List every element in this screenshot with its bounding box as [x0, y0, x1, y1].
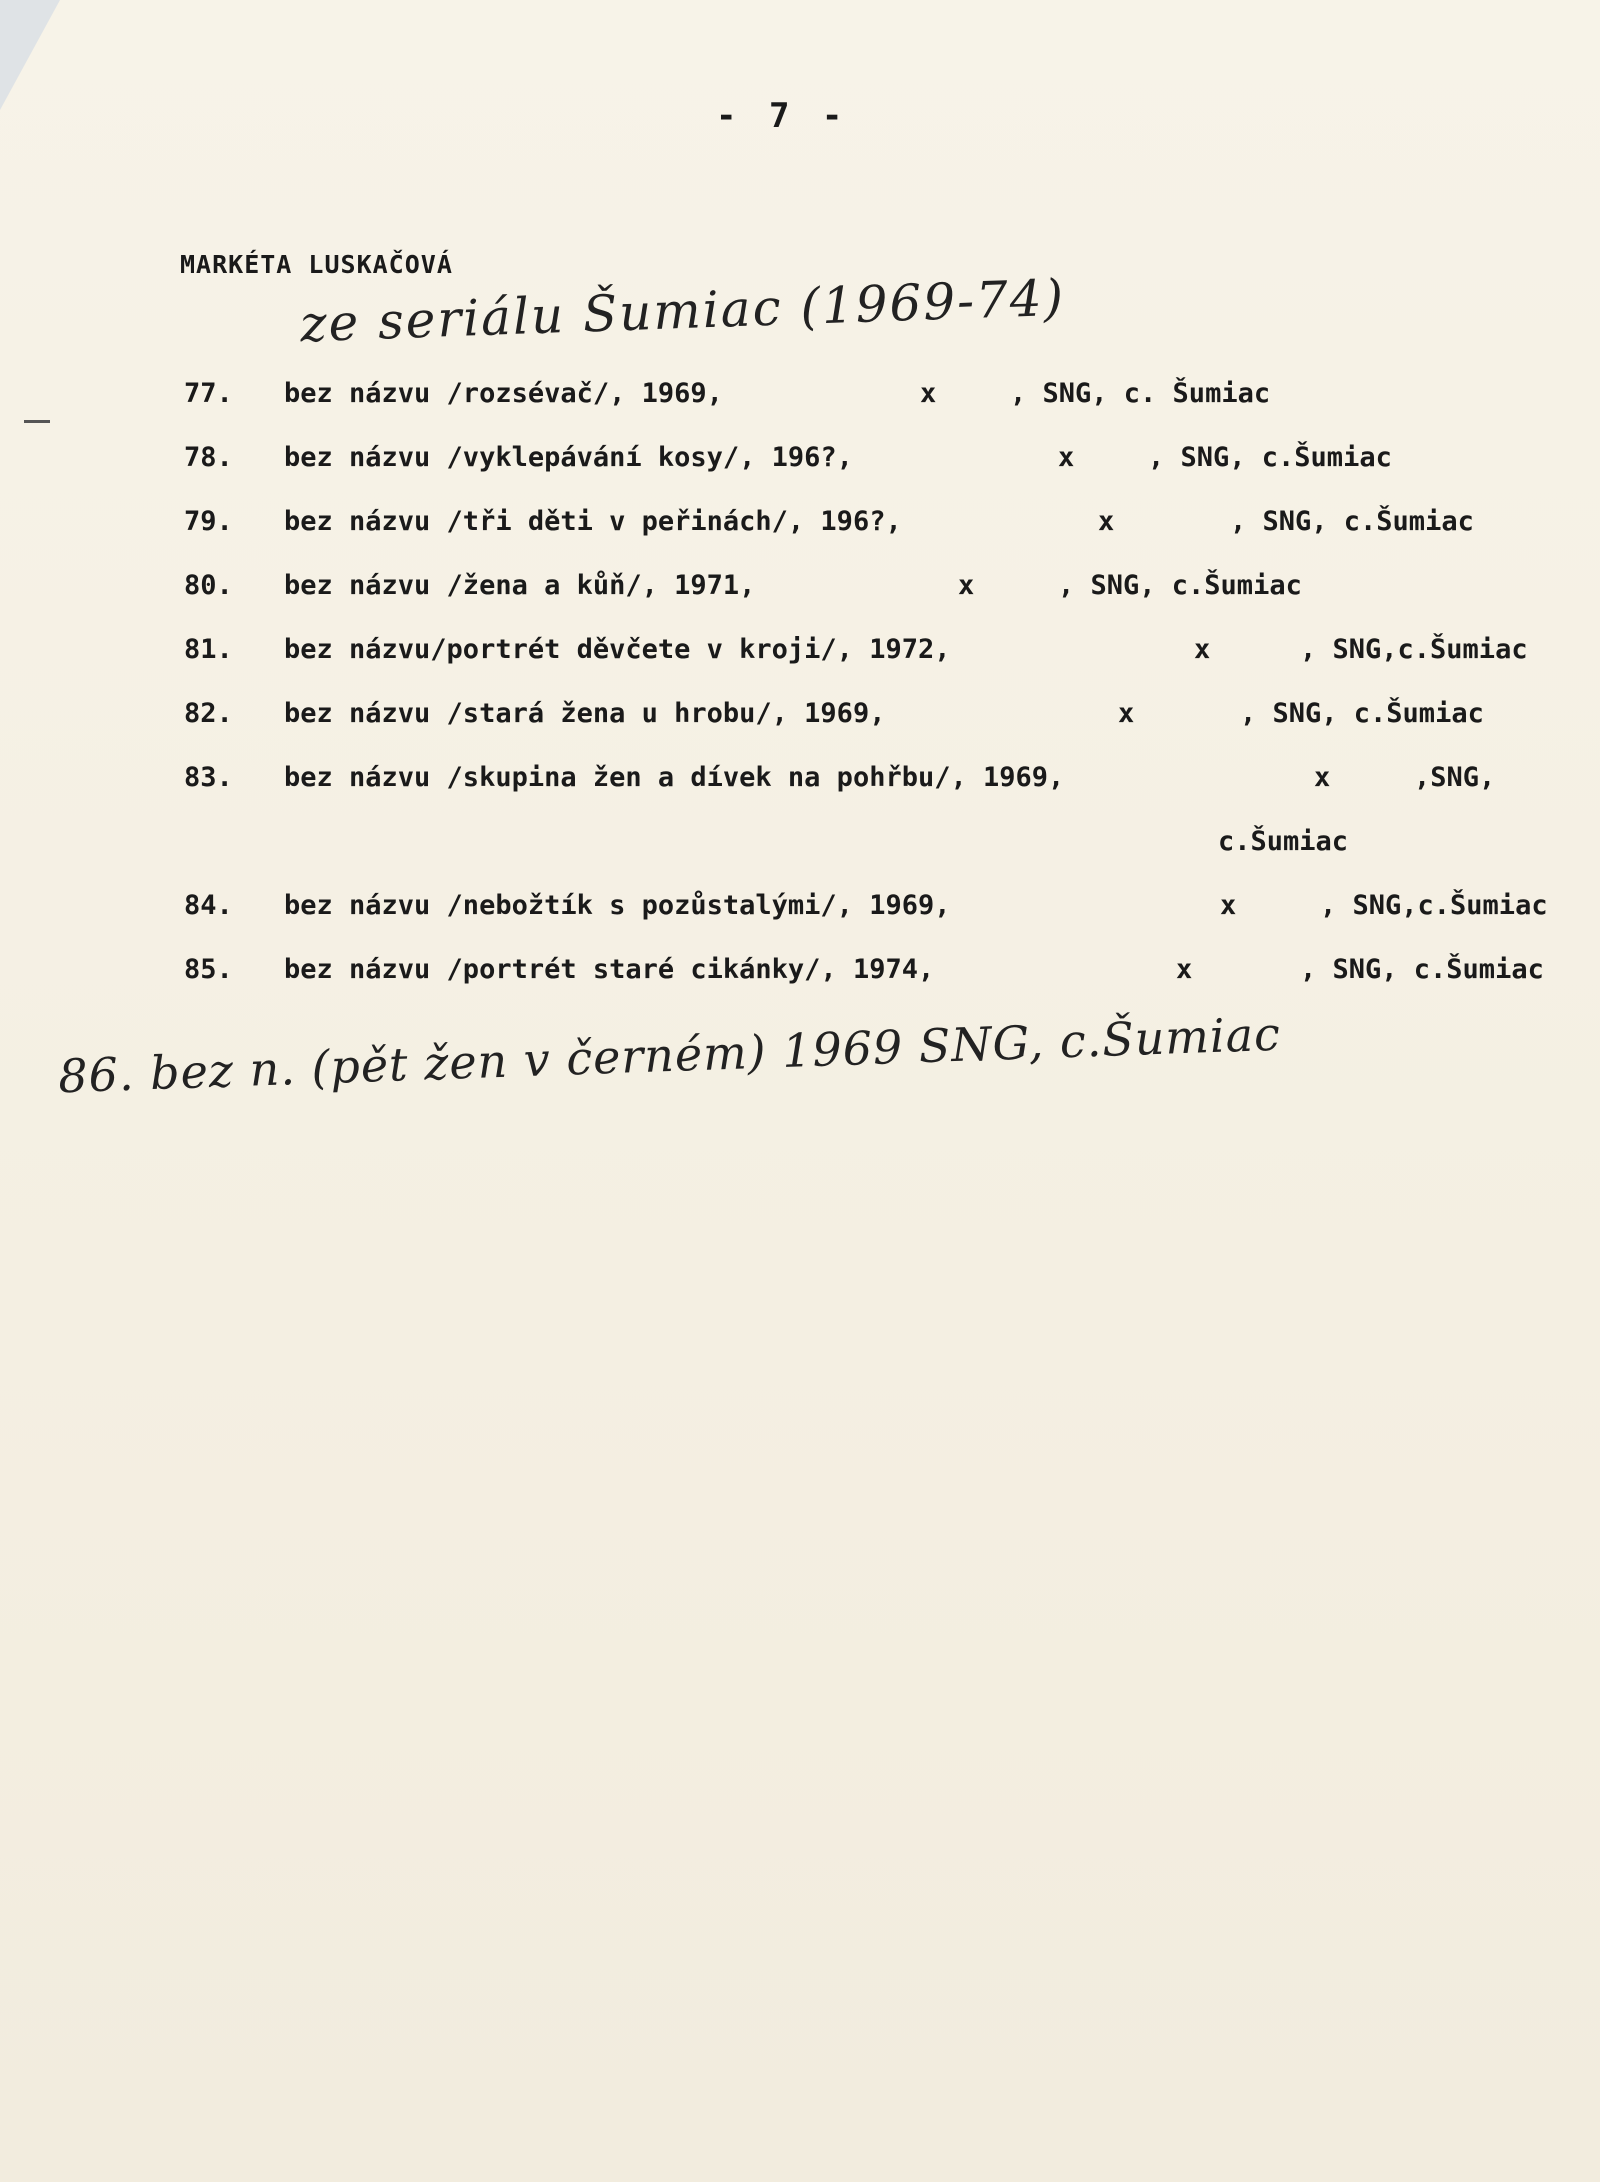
entry-title: bez názvu /tři děti v peřinách/, 196?,	[284, 506, 902, 537]
entry-title: bez názvu /skupina žen a dívek na pohřbu/, 1969,	[284, 762, 1065, 793]
entry-owner: , SNG, c.Šumiac	[1148, 442, 1392, 473]
entry-owner: , SNG, c.Šumiac	[1300, 954, 1544, 985]
handwritten-series-note: ze seriálu Šumiac (1969-74)	[299, 268, 1066, 354]
entry-number: 81.	[184, 634, 233, 665]
entry-number: 78.	[184, 442, 233, 473]
entry-x: x	[920, 378, 937, 409]
entry-owner: , SNG, c. Šumiac	[1010, 378, 1271, 409]
entry-x: x	[1220, 890, 1237, 921]
entry-title: bez názvu /nebožtík s pozůstalými/, 1969,	[284, 890, 951, 921]
entry-x: x	[1194, 634, 1211, 665]
entry-number: 82.	[184, 698, 233, 729]
entry-x: x	[1118, 698, 1135, 729]
entry-number: 83.	[184, 762, 233, 793]
margin-mark	[24, 420, 50, 423]
entry-x: x	[958, 570, 975, 601]
entry-title: bez názvu/portrét děvčete v kroji/, 1972,	[284, 634, 951, 665]
entry-number: 77.	[184, 378, 233, 409]
entry-number: 85.	[184, 954, 233, 985]
handwritten-entry-86: 86. bez n. (pět žen v černém) 1969 SNG, c.Šumiac	[57, 1006, 1282, 1104]
entry-owner: , SNG, c.Šumiac	[1230, 506, 1474, 537]
entry-title: bez názvu /žena a kůň/, 1971,	[284, 570, 756, 601]
folded-corner	[0, 0, 60, 110]
entry-x: x	[1314, 762, 1331, 793]
entry-number: 84.	[184, 890, 233, 921]
entry-title: bez názvu /vyklepávání kosy/, 196?,	[284, 442, 853, 473]
entry-owner: , SNG,c.Šumiac	[1320, 890, 1548, 921]
entry-title: bez názvu /rozsévač/, 1969,	[284, 378, 723, 409]
entry-x: x	[1176, 954, 1193, 985]
artist-heading: MARKÉTA LUSKAČOVÁ	[180, 250, 453, 279]
entry-number: 79.	[184, 506, 233, 537]
entry-number: 80.	[184, 570, 233, 601]
entry-x: x	[1058, 442, 1075, 473]
entry-owner: ,SNG,	[1414, 762, 1496, 793]
entry-owner: , SNG, c.Šumiac	[1240, 698, 1484, 729]
entry-owner: , SNG, c.Šumiac	[1058, 570, 1302, 601]
entry-title: bez názvu /portrét staré cikánky/, 1974,	[284, 954, 935, 985]
entry-owner-continued: c.Šumiac	[1218, 826, 1349, 857]
entry-x: x	[1098, 506, 1115, 537]
entry-title: bez názvu /stará žena u hrobu/, 1969,	[284, 698, 886, 729]
page-number: - 7 -	[716, 96, 849, 136]
entry-owner: , SNG,c.Šumiac	[1300, 634, 1528, 665]
